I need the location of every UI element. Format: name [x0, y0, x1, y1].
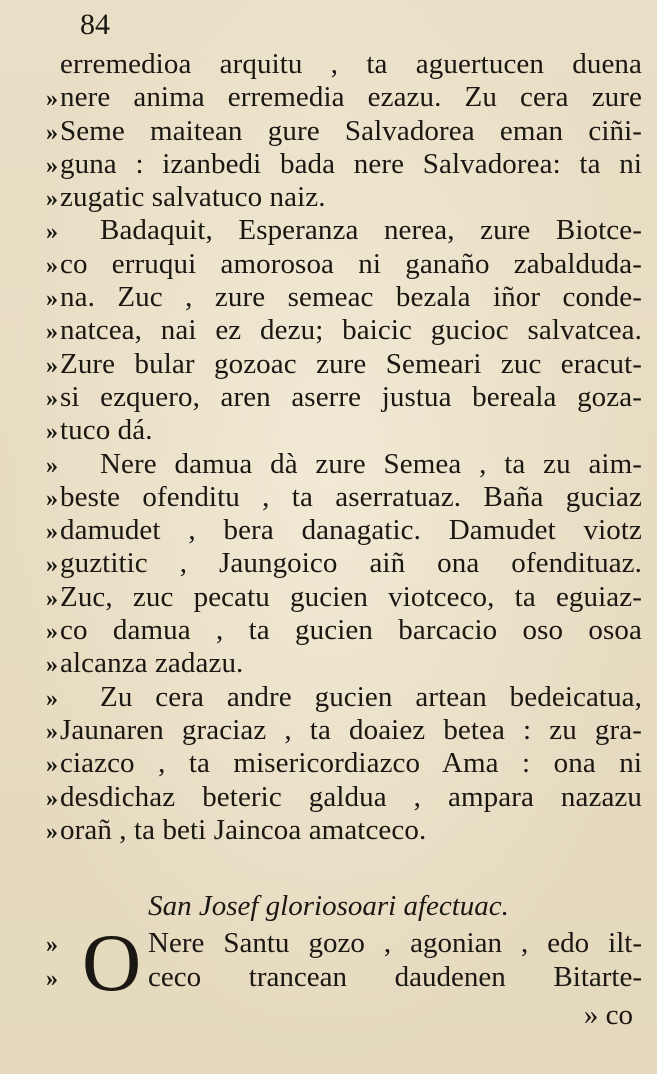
line-text: beste ofenditu , ta aserratuaz. Baña guciaz — [60, 480, 642, 513]
quote-mark: » — [46, 385, 59, 412]
drop-text-line — [46, 926, 642, 960]
quote-mark: » — [46, 752, 59, 779]
text-line — [46, 681, 642, 714]
text-line — [46, 814, 642, 847]
line-text: co erruqui amorosoa ni ganaño zabalduda- — [60, 247, 642, 280]
quote-mark: » — [46, 419, 59, 446]
text-line — [46, 547, 642, 580]
text-line — [46, 214, 642, 247]
text-line — [46, 314, 642, 347]
text-line — [46, 48, 642, 81]
text-line — [46, 714, 642, 747]
quote-mark: » — [46, 86, 59, 113]
quote-mark: » — [46, 352, 59, 379]
line-text: orañ , ta beti Jaincoa amatceco. — [60, 813, 427, 846]
quote-mark: » — [46, 219, 59, 246]
quote-mark: » — [46, 785, 59, 812]
section-heading: San Josef gloriosoari afectuac. — [148, 890, 509, 922]
quote-mark: » — [46, 452, 59, 479]
catchword: » co — [583, 999, 633, 1031]
quote-mark: » — [46, 485, 59, 512]
line-text: guztitic , Jaungoico aiñ ona ofendituaz. — [60, 547, 642, 580]
quote-mark: » — [46, 585, 59, 612]
line-text: damudet , bera danagatic. Damudet viotz — [60, 514, 642, 547]
line-text: Zure bular gozoac zure Semeari zuc eracut- — [60, 347, 642, 380]
text-line — [46, 414, 642, 447]
line-text: desdichaz beteric galdua , ampara nazazu — [60, 780, 642, 813]
quote-mark: » — [46, 619, 59, 646]
text-line — [46, 448, 642, 481]
line-text: nere anima erremedia ezazu. Zu cera zure — [60, 81, 642, 114]
line-text: ceco trancean daudenen Bitarte- — [148, 961, 642, 993]
text-line — [46, 614, 642, 647]
line-text: si ezquero, aren aserre justua bereala goza- — [60, 380, 642, 413]
text-line — [46, 381, 642, 414]
text-line — [46, 647, 642, 680]
line-text: erremedioa arquitu , ta aguertucen duena — [60, 48, 642, 80]
line-text: tuco dá. — [60, 414, 153, 447]
quote-mark: » — [46, 119, 59, 146]
text-line — [46, 781, 642, 814]
quote-mark: » — [46, 519, 59, 546]
quote-mark: » — [46, 186, 59, 213]
main-text-block — [46, 48, 642, 847]
line-text: Nere Santu gozo , agonian , edo ilt- — [148, 927, 642, 959]
quote-mark: » — [46, 552, 59, 579]
text-line — [46, 248, 642, 281]
line-text: zugatic salvatuco naiz. — [60, 181, 326, 214]
text-line — [46, 81, 642, 114]
line-text: guna : izanbedi bada nere Salvadorea: ta ni — [60, 147, 642, 180]
quote-mark: » — [46, 286, 59, 313]
text-line — [46, 481, 642, 514]
line-text: Nere damua dà zure Semea , ta zu aim- — [100, 447, 642, 480]
text-line — [46, 581, 642, 614]
line-text: Zuc, zuc pecatu gucien viotceco, ta eguiaz- — [60, 580, 642, 613]
quote-mark: » — [46, 319, 59, 346]
quote-mark: » — [46, 152, 59, 179]
drop-cap-letter: O — [82, 917, 142, 1008]
quote-mark: » — [46, 652, 59, 679]
quote-mark: » — [46, 932, 58, 958]
line-text: alcanza zadazu. — [60, 647, 244, 680]
line-text: Seme maitean gure Salvadorea eman ciñi- — [60, 114, 642, 147]
text-line — [46, 747, 642, 780]
quote-mark: » — [46, 252, 59, 279]
quote-mark: » — [46, 818, 59, 845]
quote-mark: » — [46, 966, 58, 992]
line-text: co damua , ta gucien barcacio oso osoa — [60, 614, 642, 647]
line-text: ciazco , ta misericordiazco Ama : ona ni — [60, 747, 642, 780]
line-text: Badaquit, Esperanza nerea, zure Biotce- — [100, 214, 642, 247]
drop-text-line — [46, 960, 642, 994]
line-text: na. Zuc , zure semeac bezala iñor conde- — [60, 281, 642, 314]
text-line — [46, 181, 642, 214]
text-line — [46, 514, 642, 547]
line-text: natcea, nai ez dezu; baicic gucioc salvatcea. — [60, 314, 642, 347]
page-number: 84 — [80, 8, 110, 41]
text-line — [46, 281, 642, 314]
text-line — [46, 148, 642, 181]
line-text: Jaunaren graciaz , ta doaiez betea : zu gra- — [60, 713, 642, 746]
text-line — [46, 348, 642, 381]
drop-cap-paragraph — [46, 917, 642, 1008]
quote-mark: » — [46, 718, 59, 745]
text-line — [46, 115, 642, 148]
quote-mark: » — [46, 685, 59, 712]
line-text: Zu cera andre gucien artean bedeicatua, — [100, 680, 642, 713]
